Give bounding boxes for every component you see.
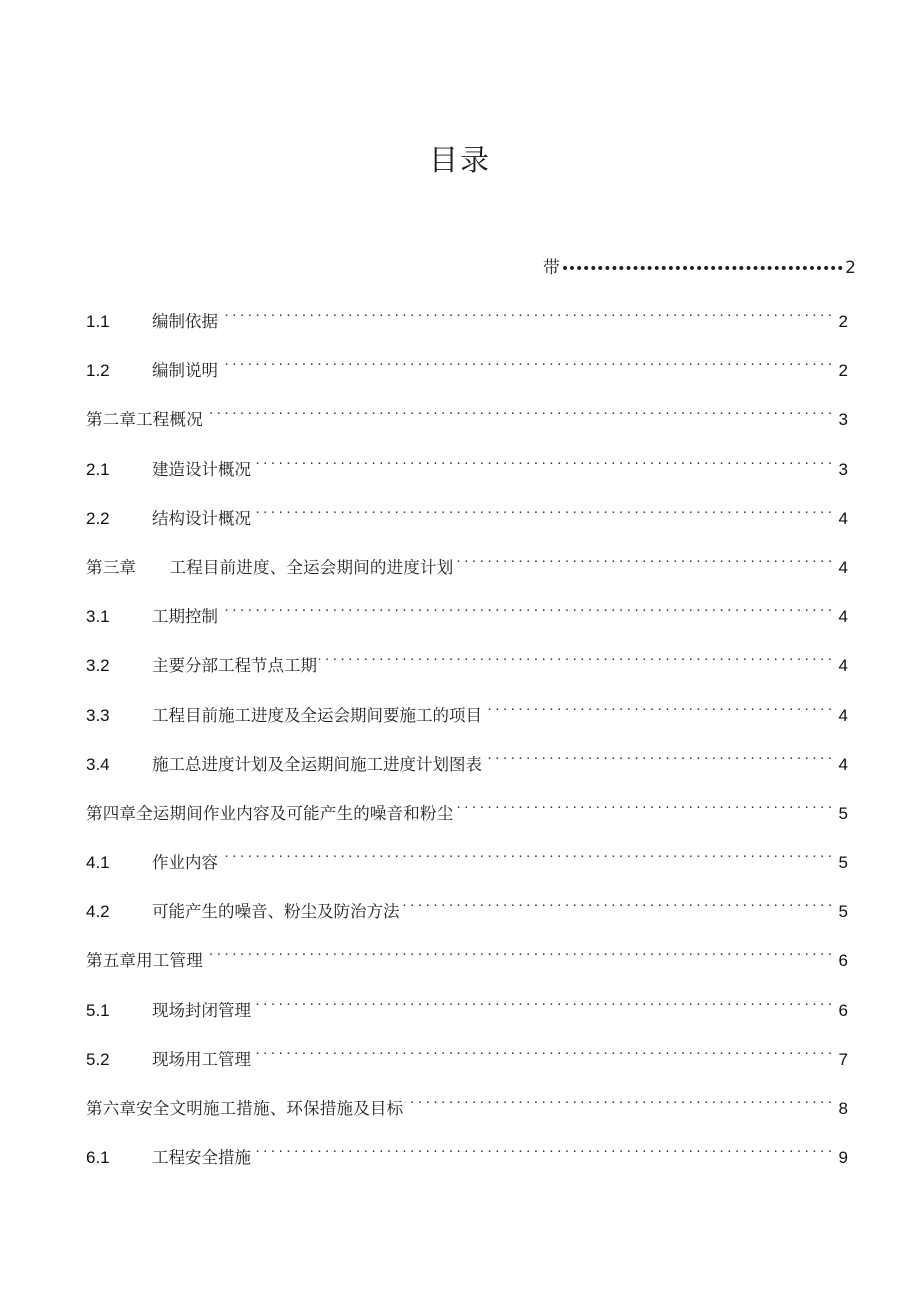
- toc-title: 目录: [428, 143, 491, 177]
- toc-first-line[interactable]: [543, 253, 856, 278]
- toc-dot-leader: [253, 445, 832, 475]
- toc-section-entry[interactable]: [86, 1133, 848, 1182]
- toc-entry-number: 3.2: [86, 656, 110, 676]
- toc-section-entry[interactable]: [86, 986, 848, 1035]
- toc-entry-title: 可能产生的噪音、粉尘及防治方法: [152, 902, 400, 922]
- toc-dot-leader: [220, 838, 832, 868]
- toc-entry-title: 第二章工程概况: [86, 410, 203, 430]
- toc-section-entry[interactable]: [86, 838, 848, 887]
- toc-entry-title: 施工总进度计划及全运期间施工进度计划图表: [152, 754, 482, 774]
- toc-chapter-entry[interactable]: [86, 395, 848, 444]
- toc-dot-leader: [253, 986, 832, 1016]
- toc-dot-leader: [455, 543, 832, 573]
- toc-entry-number: 3.4: [86, 754, 110, 774]
- toc-dot-leader: [220, 592, 832, 622]
- toc-entry-page: 9: [838, 1148, 848, 1168]
- toc-dot-leader: [253, 1133, 832, 1163]
- toc-dot-leader: [253, 494, 832, 524]
- toc-entry-page: 3: [838, 410, 848, 430]
- toc-dot-leader: [455, 789, 832, 819]
- toc-entry-title: 主要分部工程节点工期: [152, 656, 317, 676]
- toc-entry-title: 第六章安全文明施工措施、环保措施及目标: [86, 1099, 404, 1118]
- toc-entry-page: 2: [838, 361, 848, 381]
- toc-dot-leader: [205, 395, 832, 425]
- toc-section-entry[interactable]: [86, 691, 848, 740]
- toc-first-line-page: 2: [845, 258, 856, 278]
- toc-dot-leader: [205, 936, 832, 966]
- toc-entry-page: 4: [838, 508, 848, 528]
- toc-entry-title: 编制依据: [152, 312, 218, 331]
- toc-entry-number: 3.3: [86, 705, 110, 725]
- toc-entry-page: 4: [838, 607, 848, 627]
- toc-section-entry[interactable]: [86, 494, 848, 543]
- toc-chapter-entry[interactable]: [86, 1084, 848, 1133]
- toc-dot-leader: [402, 887, 833, 917]
- toc-entry-number: 1.1: [86, 312, 110, 331]
- toc-section-entry[interactable]: [86, 1035, 848, 1084]
- toc-section-entry[interactable]: [86, 445, 848, 494]
- toc-entry-title: 工程目前施工进度及全运会期间要施工的项目: [152, 705, 482, 725]
- toc-entry-number: 3.1: [86, 607, 110, 627]
- toc-entry-page: 4: [838, 656, 848, 676]
- toc-chapter-entry[interactable]: [86, 936, 848, 985]
- toc-first-line-text: 带: [542, 258, 560, 278]
- toc-entry-page: 2: [838, 312, 848, 331]
- toc-entry-title: 工期控制: [152, 607, 218, 627]
- toc-section-entry[interactable]: [86, 297, 848, 346]
- toc-section-entry[interactable]: [86, 641, 848, 690]
- toc-dot-leader: [220, 346, 832, 376]
- toc-chapter-entry[interactable]: [86, 789, 848, 838]
- toc-entry-title: 现场用工管理: [152, 1049, 251, 1069]
- toc-entry-number: 5.2: [86, 1049, 110, 1069]
- toc-dot-leader: [253, 1035, 832, 1065]
- toc-dot-leader: [405, 1084, 832, 1114]
- toc-entry-title: 作业内容: [152, 853, 218, 873]
- toc-entry-page: 3: [838, 459, 848, 479]
- toc-dot-leader: [484, 740, 832, 770]
- toc-entry-page: 6: [838, 951, 848, 971]
- toc-entry-title: 第三章 工程目前进度、全运会期间的进度计划: [86, 557, 454, 577]
- toc-entry-number: 5.1: [86, 1000, 110, 1020]
- toc-section-entry[interactable]: [86, 740, 848, 789]
- toc-entry-title: 第五章用工管理: [86, 951, 203, 971]
- toc-dot-leader: [220, 297, 832, 327]
- toc-entry-number: 2.2: [86, 508, 110, 528]
- toc-entry-page: 4: [838, 705, 848, 725]
- toc-dot-leader: [319, 641, 832, 671]
- toc-entry-page: 4: [838, 754, 848, 774]
- toc-entry-number: 6.1: [86, 1148, 110, 1168]
- toc-section-entry[interactable]: [86, 592, 848, 641]
- toc-entry-title: 现场封闭管理: [152, 1000, 251, 1020]
- toc-entry-title: 建造设计概况: [152, 459, 251, 479]
- toc-section-entry[interactable]: [86, 887, 848, 936]
- toc-entry-page: 7: [838, 1049, 848, 1069]
- toc-entry-page: 5: [838, 853, 848, 873]
- toc-list: [86, 297, 848, 1182]
- toc-entry-number: 1.2: [86, 361, 110, 381]
- toc-entry-page: 5: [838, 803, 848, 823]
- toc-entry-title: 结构设计概况: [152, 508, 251, 528]
- toc-entry-title: 第四章全运期间作业内容及可能产生的噪音和粉尘: [86, 803, 454, 823]
- toc-entry-number: 4.2: [86, 902, 110, 922]
- toc-entry-title: 工程安全措施: [152, 1148, 251, 1168]
- toc-entry-page: 6: [838, 1000, 848, 1020]
- toc-dot-leader: [484, 691, 832, 721]
- toc-first-line-leader: ••••••••••••••••••••••••••••••••••••••••: [560, 261, 844, 277]
- toc-entry-page: 8: [838, 1099, 848, 1118]
- toc-entry-title: 编制说明: [152, 361, 218, 381]
- toc-chapter-entry[interactable]: [86, 543, 848, 592]
- toc-entry-page: 5: [838, 902, 848, 922]
- toc-entry-number: 2.1: [86, 459, 110, 479]
- toc-entry-number: 4.1: [86, 853, 110, 873]
- toc-entry-page: 4: [838, 557, 848, 577]
- toc-section-entry[interactable]: [86, 346, 848, 395]
